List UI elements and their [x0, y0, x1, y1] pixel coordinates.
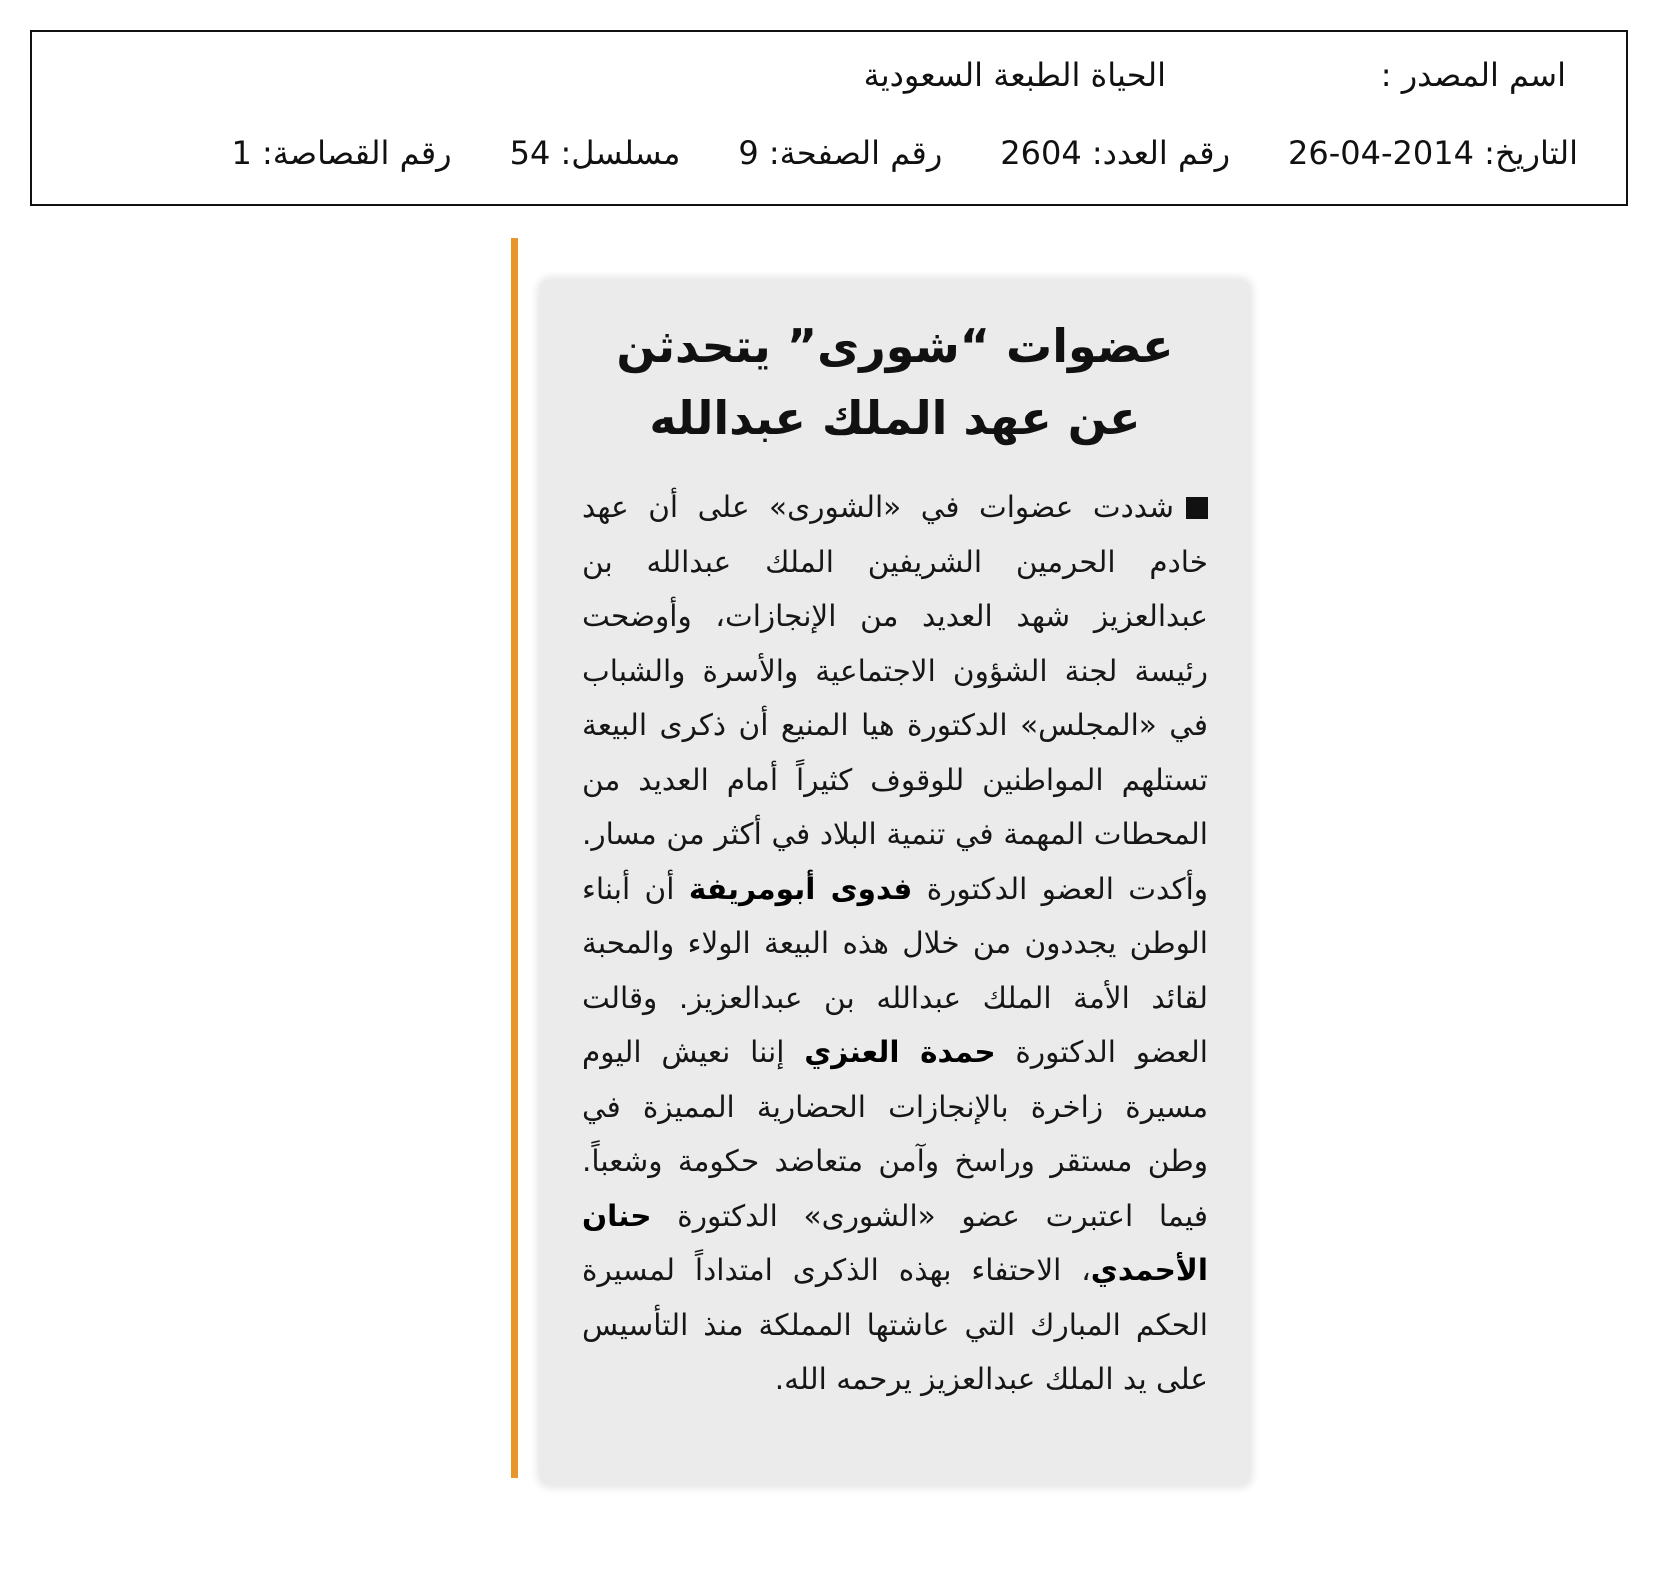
document-metadata-box	[30, 30, 1628, 206]
body-segment-3: إننا نعيش اليوم مسيرة زاخرة بالإنجازات الحضارية المميزة في وطن مستقر وراسخ وآمن متعاضد حكومة وشعباً. فيما اعتبرت عضو «الشورى» الدكتورة	[582, 1035, 1208, 1233]
body-segment-2: أن أبناء الوطن يجددون من خلال هذه البيعة الولاء والمحبة لقائد الأمة الملك عبدالله بن عبدالعزيز. وقالت العضو الدكتورة	[582, 871, 1208, 1069]
accent-bar	[511, 238, 518, 1478]
article-clipping	[540, 280, 1250, 1485]
source-row	[72, 50, 1566, 100]
issue-field	[1000, 128, 1230, 178]
body-segment-4: ، الاحتفاء بهذه الذكرى امتداداً لمسيرة الحكم المبارك التي عاشتها المملكة منذ التأسيس على يد الملك عبدالعزيز يرحمه الله.	[582, 1253, 1208, 1396]
date-value: 2014-04-26	[1288, 134, 1474, 172]
issue-value: 2604	[1000, 134, 1082, 172]
serial-field	[510, 128, 681, 178]
page-field	[738, 128, 942, 178]
date-field	[1288, 128, 1578, 178]
page-label: رقم الصفحة:	[768, 134, 943, 172]
headline-line-2: عن عهد الملك عبدالله	[649, 391, 1141, 445]
article-body	[582, 480, 1208, 1407]
issue-label: رقم العدد:	[1091, 134, 1231, 172]
member-name-3: حنان الأحمدي	[582, 1198, 1208, 1287]
details-row	[72, 128, 1578, 178]
article-headline	[540, 310, 1250, 454]
member-name-2: حمدة العنزي	[804, 1035, 996, 1069]
serial-label: مسلسل:	[560, 134, 681, 172]
clip-field	[231, 128, 451, 178]
clip-value: 1	[231, 134, 252, 172]
serial-value: 54	[509, 134, 551, 172]
source-label: اسم المصدر :	[1380, 56, 1566, 94]
date-label: التاريخ:	[1484, 134, 1578, 172]
member-name-1: فدوى أبومريفة	[688, 871, 913, 906]
square-bullet-icon	[1186, 497, 1208, 519]
clip-label: رقم القصاصة:	[261, 134, 452, 172]
page-value: 9	[738, 134, 759, 172]
headline-line-1: عضوات “شورى” يتحدثن	[616, 319, 1174, 373]
body-segment-1: شددت عضوات في «الشورى» على أن عهد خادم الحرمين الشريفين الملك عبدالله بن عبدالعزيز شهد العديد من الإنجازات، وأوضحت رئيسة لجنة الشؤون الاجتماعية والأسرة والشباب في «المجلس» الدكتورة هيا المنيع أن ذكرى البيعة تستلهم المواطنين للوقوف كثيراً أمام العديد من المحطات المهمة في تنمية البلاد في أكثر من مسار. وأكدت العضو الدكتورة	[582, 490, 1209, 906]
source-value: الحياة الطبعة السعودية	[863, 56, 1166, 94]
